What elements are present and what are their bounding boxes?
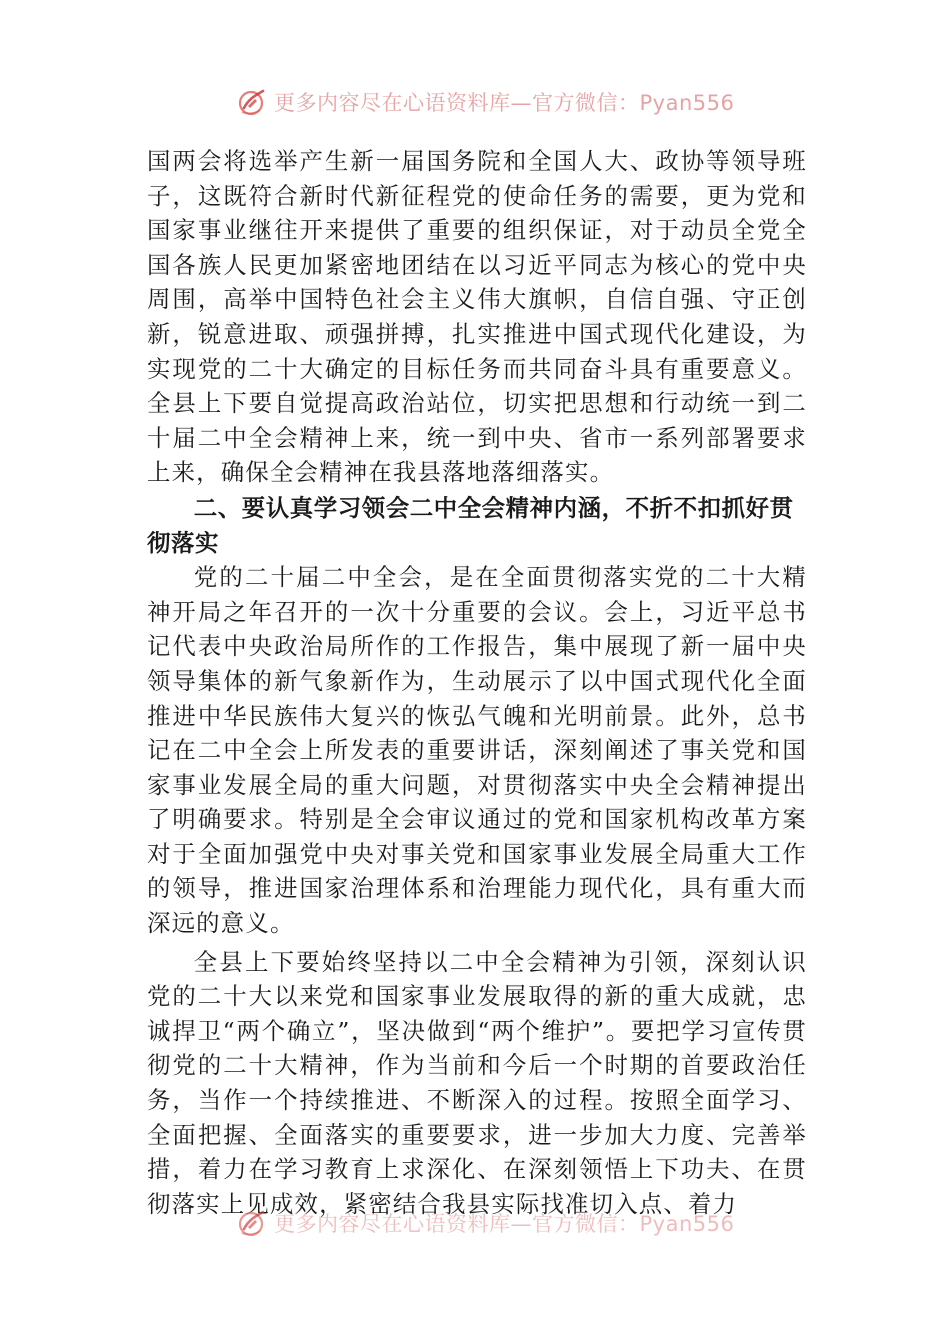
watermark-header	[236, 85, 734, 119]
pen-swirl-logo-icon	[236, 1207, 268, 1239]
paragraph-plenary-session: 党的二十届二中全会，是在全面贯彻落实党的二十大精神开局之年召开的一次十分重要的会议。会上，习近平总书记代表中央政治局所作的工作报告，集中展现了新一届中央领导集体的新气象新作为，生动展示了以中国式现代化全面推进中华民族伟大复兴的恢弘气魄和光明前景。此外，总书记在二中全会上所发表的重要讲话，深刻阐述了事关党和国家事业发展全局的重大问题，对贯彻落实中央全会精神提出了明确要求。特别是全会审议通过的党和国家机构改革方案对于全面加强党中央对事关党和国家事业发展全局重大工作的领导，推进国家治理体系和治理能力现代化，具有重大而深远的意义。	[147, 563, 807, 938]
section-heading-2: 二、要认真学习领会二中全会精神内涵，不折不扣抓好贯彻落实	[147, 493, 794, 557]
watermark-text: 更多内容尽在心语资料库—官方微信：Pyan556	[274, 1212, 735, 1236]
paragraph-county-tasks: 全县上下要始终坚持以二中全会精神为引领，深刻认识党的二十大以来党和国家事业发展取得的新的重大成就，忠诚捍卫“两个确立”，坚决做到“两个维护”。要把学习宣传贯彻党的二十大精神，作为当前和今后一个时期的首要政治任务，当作一个持续推进、不断深入的过程。按照全面学习、全面把握、全面落实的重要要求，进一步加大力度、完善举措，着力在学习教育上求深化、在深刻领悟上下功夫、在贯彻落实上见成效，紧密结合我县实际找准切入点、着力	[147, 947, 807, 1218]
pen-swirl-logo-icon	[236, 86, 268, 118]
watermark-text: 更多内容尽在心语资料库—官方微信：Pyan556	[274, 91, 735, 115]
watermark-footer	[236, 1206, 734, 1240]
document-body	[147, 144, 807, 1221]
paragraph-continued: 国两会将选举产生新一届国务院和全国人大、政协等领导班子，这既符合新时代新征程党的使命任务的需要，更为党和国家事业继往开来提供了重要的组织保证，对于动员全党全国各族人民更加紧密地团结在以习近平同志为核心的党中央周围，高举中国特色社会主义伟大旗帜，自信自强、守正创新，锐意进取、顽强拼搏，扎实推进中国式现代化建设，为实现党的二十大确定的目标任务而共同奋斗具有重要意义。全县上下要自觉提高政治站位，切实把思想和行动统一到二十届二中全会精神上来，统一到中央、省市一系列部署要求上来，确保全会精神在我县落地落细落实。	[147, 147, 807, 487]
